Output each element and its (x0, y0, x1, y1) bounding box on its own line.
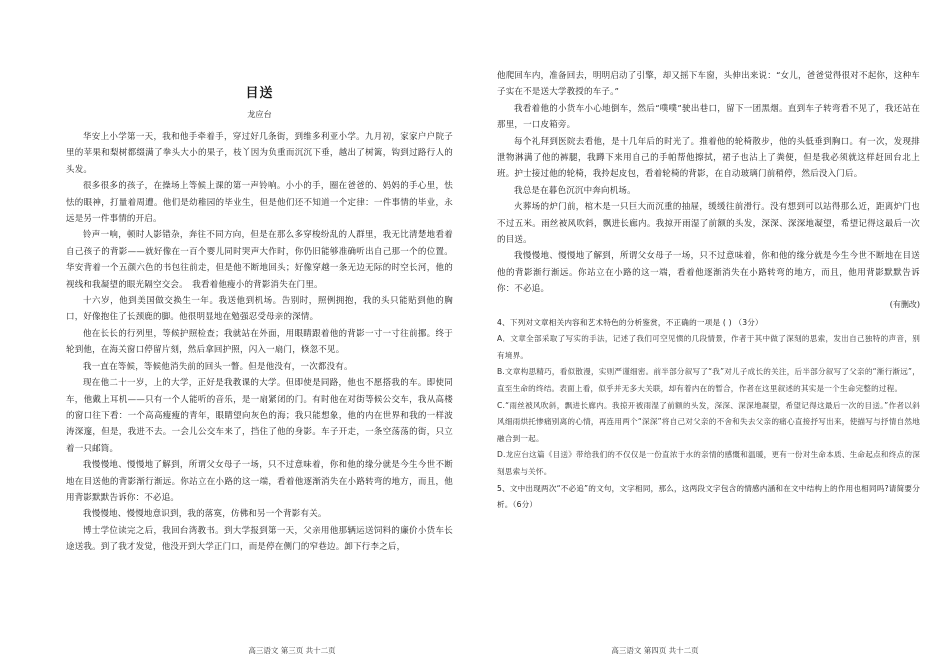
essay-paragraph-continued: 他爬回车内，准备回去，明明启动了引擎，却又摇下车窗，头伸出来说：“女儿，爸爸觉得很对不起你，这种车子实在不是送大学教授的车子。” (497, 71, 920, 98)
page-footer-right: 高三语文 第四页 共十二页 (611, 646, 699, 655)
essay-paragraph: 铃声一响，顿时人影错杂，奔往不同方向，但是在那么多穿梭纷乱的人群里，我无比清楚地看着自己孩子的背影——就好像在一百个婴儿同时哭声大作时，你仍旧能够准确听出自己那一个的位置。华安背着一个五颜六色的书包往前走，但是他不断地回头；好像穿越一条无边无际的时空长河，他的视线和我凝望的眼光隔空交会。 我看着他瘦小的背影消失在门里。 (66, 230, 453, 290)
essay-paragraph: 我慢慢地、慢慢地意识到，我的落寞，仿佛和另一个背影有关。 (83, 509, 327, 520)
question-4: 4、下列对文章相关内容和艺术特色的分析鉴赏，不正确的一项是 ( ) （3分） (497, 317, 763, 327)
option-c: C.“雨丝被风吹斜，飘进长廊内。我掠开被雨湿了前额的头发，深深、深深地凝望，希望记得这最后一次的目送。”作者以斜风细雨烘托惨痛别离的心情，再连用两个“深深”将自己对父亲的不舍和失去父亲的痛心直接抒写出来，使描写与抒情自然地融合到一起。 (497, 400, 920, 443)
essay-paragraph: 十六岁，他到美国做交换生一年。我送他到机场。告别时，照例拥抱，我的头只能贴到他的胸口，好像抱住了长颈鹿的脚。他很明显地在勉强忍受母亲的深情。 (66, 296, 453, 323)
essay-author: 龙应台 (247, 109, 272, 119)
source-note: (有删改) (889, 299, 920, 309)
essay-paragraph: 我慢慢地、慢慢地了解到，所谓父女母子一场，只不过意味着，你和他的缘分就是今生今世不断地在目送他的背影渐行渐远。你站立在小路的这一端，看着他逐渐消失在小路转弯的地方，而且，他用背影默默告诉你：不必追。 (66, 460, 453, 503)
option-a: A．文章全部采取了写实的手法，记述了我们可空见惯的几段情景，作者于其中做了深刻的思索，发出自己独特的声音，别有境界。 (497, 334, 920, 360)
essay-title: 目送 (245, 86, 274, 101)
essay-paragraph: 华安上小学第一天，我和他手牵着手，穿过好几条街，到维多利亚小学。九月初，家家户户院子里的苹果和梨树都缀满了拳头大小的果子，枝丫因为负重而沉沉下垂，越出了树篱，钩到过路行人的头发。 (66, 132, 453, 175)
essay-paragraph: 每个礼拜到医院去看他，是十几年后的时光了。推着他的轮椅散步，他的头低垂到胸口。有一次，发现排泄物淋满了他的裤腿，我蹲下来用自己的手帕帮他擦拭，裙子也沾上了粪便，但是我必须就这样赶回台北上班。护士接过他的轮椅，我拎起皮包，看着轮椅的背影，在自动玻璃门前稍停，然后没入门后。 (497, 136, 920, 180)
page-footer-left: 高三语文 第三页 共十二页 (248, 646, 336, 655)
essay-paragraph: 他在长长的行列里，等候护照检查；我就站在外面，用眼睛跟着他的背影一寸一寸往前挪。终于轮到他，在海关窗口停留片刻，然后拿回护照，闪入一扇门，倏忽不见。 (66, 328, 453, 356)
essay-paragraph: 很多很多的孩子，在操场上等候上课的第一声铃响。小小的手，圈在爸爸的、妈妈的手心里，怯怯的眼神，打量着周遭。他们是幼稚园的毕业生，但是他们还不知道一个定律：一件事情的毕业，永远是另一件事情的开启。 (66, 181, 453, 225)
option-d: D.龙应台这篇《目送》带给我们的不仅仅是一份直浓于水的亲情的感慨和温暖，更有一份对生命本质、生命起点和终点的深刻思索与关怀。 (497, 450, 920, 477)
essay-paragraph: 我看着他的小货车小心地倒车，然后“噗噗”驶出巷口，留下一团黑烟。直到车子转弯看不见了，我还站在那里，一口皮箱旁。 (497, 103, 920, 131)
essay-paragraph: 博士学位读完之后，我回台湾教书。到大学报到第一天，父亲用他那辆运送饲料的廉价小货车长途送我。到了我才发觉，他没开到大学正门口，而是停在侧门的窄巷边。卸下行李之后， (66, 525, 453, 553)
right-page (475, 0, 950, 672)
essay-paragraph: 现在他二十一岁，上的大学，正好是我教课的大学。但即使是同路，他也不愿搭我的车。即使同车，他戴上耳机——只有一个人能听的音乐，是一扇紧闭的门。有时他在对街等候公交车，我从高楼的窗口往下看：一个高高瘦瘦的青年，眼睛望向灰色的海；我只能想象，他的内在世界和我的一样波涛深邃，但是，我进不去。一会儿公交车来了，挡住了他的身影。车子开走，一条空荡荡的街，只立着一只邮筒。 (66, 378, 453, 454)
essay-paragraph: 我一直在等候，等候他消失前的回头一瞥。但是他没有，一次都没有。 (83, 361, 353, 372)
essay-paragraph: 我慢慢地、慢慢地了解到，所谓父女母子一场，只不过意味着，你和他的缘分就是今生今世不断地在目送他的背影渐行渐远。你站立在小路的这一端，看着他逐渐消失在小路转弯的地方，而且，他用背影默默告诉你：不必追。 (497, 251, 920, 295)
essay-paragraph: 火葬场的炉门前，棺木是一只巨大而沉重的抽屉，缓缓往前滑行。没有想到可以站得那么近，距离炉门也不过五米。雨丝被风吹斜，飘进长廊内。我掠开雨湿了前额的头发，深深、深深地凝望，希望记得这最后一次的目送。 (497, 202, 920, 246)
question-5: 5、文中出现两次“不必追”的文句，文字相同，那么，这两段文字包含的情感内涵和在文中结构上的作用也相同吗?请简要分析。（6分） (497, 483, 920, 510)
essay-paragraph: 我总是在暮色沉沉中奔向机场。 (514, 185, 636, 196)
option-b: B.文章构思精巧，看似散漫，实则严谨细密。前半部分叙写了“我”对儿子成长的关注，后半部分叙写了父亲的“渐行渐远”，直至生命的终结。表面上看，似乎并无多大关联，却有着内在的暂合，作者在这里叙述的其实是一个生命完整的过程。 (497, 367, 920, 394)
